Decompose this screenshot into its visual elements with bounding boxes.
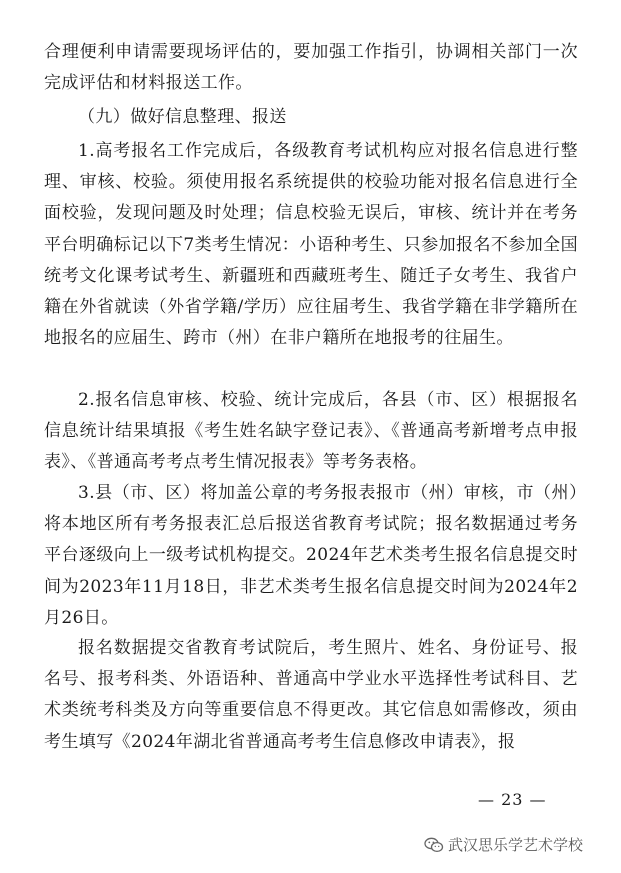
paragraph-data-submission: 报名数据提交省教育考试院后，考生照片、姓名、身份证号、报名号、报考科类、外语语种、普通高中学业水平选择性考试科目、艺术类统考科类及方向等重要信息不得更改。其它信息如需修改，须由考生填写《2024年湖北省普通高考考生信息修改申请表》，报 [44,638,578,752]
watermark-text: 武汉思乐学艺术学校 [448,836,584,854]
paragraph-item-2: 2.报名信息审核、校验、统计完成后，各县（市、区）根据报名信息统计结果填报《考生姓名缺字登记表》、《普通高考新增考点申报表》、《普通高考考点考生情况报表》等考务表格。 [44,390,578,473]
paragraph-item-1: 1.高考报名工作完成后，各级教育考试机构应对报名信息进行整理、审核、校验。须使用报名系统提供的校验功能对报名信息进行全面校验，发现问题及时处理；信息校验无误后，审核、统计并在考务平台明确标记以下7类考生情况：小语种考生、只参加报名不参加全国统考文化课考试考生、新疆班和西藏班考生、随迁子女考生、我省户籍在外省就读（外省学籍/学历）应往届考生、我省学籍在非学籍所在地报名的应届生、跨市（州）在非户籍所在地报考的往届生。 [44,141,578,349]
page-number: — 23 — [478,790,547,809]
section-heading: （九）做好信息整理、报送 [78,107,287,127]
paragraph-continuation: 合理便利申请需要现场评估的，要加强工作指引，协调相关部门一次完成评估和材料报送工作。 [44,42,578,94]
watermark [424,834,583,855]
wechat-icon [424,837,444,853]
paragraph-item-3: 3.县（市、区）将加盖公章的考务报表报市（州）审核，市（州）将本地区所有考务报表汇总后报送省教育考试院；报名数据通过考务平台逐级向上一级考试机构提交。2024年艺术类考生报名信息提交时间为2023年11月18日，非艺术类考生报名信息提交时间为2024年2月26日。 [44,483,578,628]
